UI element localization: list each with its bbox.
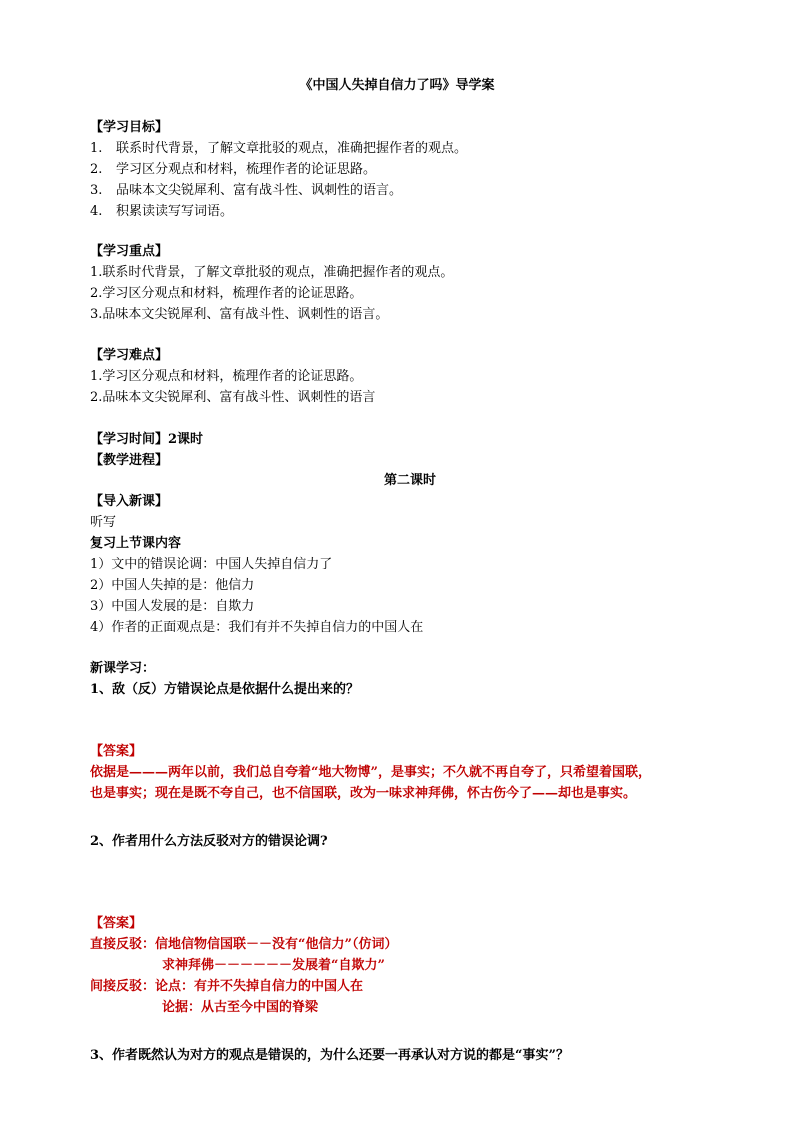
dictation-label: 听写 bbox=[90, 515, 117, 530]
document-title: 《中国人失掉自信力了吗》导学案 bbox=[299, 78, 495, 93]
difficulty-item: 1.学习区分观点和材料，梳理作者的论证思路。 bbox=[90, 369, 363, 384]
answer-1-line: 也是事实；现在是既不夸自己，也不信国联，改为一味求神拜佛，怀古伤今了——却也是事实。 bbox=[90, 786, 637, 801]
review-item: 4）作者的正面观点是：我们有并不失掉自信力的中国人在 bbox=[90, 620, 424, 635]
process-heading: 【教学进程】 bbox=[90, 453, 169, 468]
goal-item: 2. 学习区分观点和材料，梳理作者的论证思路。 bbox=[90, 162, 377, 177]
answer-2-direct: 直接反驳：信地信物信国联－－没有“他信力”（仿词） bbox=[90, 937, 398, 952]
answer-2-label: 【答案】 bbox=[90, 916, 143, 931]
study-time: 【学习时间】2课时 bbox=[90, 432, 204, 447]
question-2: 2、作者用什么方法反驳对方的错误论调? bbox=[90, 834, 328, 849]
key-point-item: 1.联系时代背景，了解文章批驳的观点，准确把握作者的观点。 bbox=[90, 265, 454, 280]
goals-heading: 【学习目标】 bbox=[90, 120, 169, 135]
answer-2-evidence: 论据：从古至今中国的脊梁 bbox=[162, 1000, 319, 1015]
key-points-heading: 【学习重点】 bbox=[90, 244, 169, 259]
review-item: 2）中国人失掉的是：他信力 bbox=[90, 578, 255, 593]
answer-2-indirect: 间接反驳：论点：有并不失掉自信力的中国人在 bbox=[90, 979, 364, 994]
review-item: 3）中国人发展的是：自欺力 bbox=[90, 599, 255, 614]
goal-item: 4. 积累读读写写词语。 bbox=[90, 204, 234, 219]
question-3: 3、作者既然认为对方的观点是错误的，为什么还要一再承认对方说的都是“事实”？ bbox=[90, 1048, 570, 1063]
goal-item: 3. 品味本文尖锐犀利、富有战斗性、讽刺性的语言。 bbox=[90, 183, 403, 198]
answer-1-line: 依据是———两年以前，我们总自夸着“地大物博”，是事实；不久就不再自夸了，只希望着国联， bbox=[90, 765, 651, 780]
difficulty-item: 2.品味本文尖锐犀利、富有战斗性、讽刺性的语言 bbox=[90, 390, 376, 405]
answer-2-direct-cont: 求神拜佛－－－－－－发展着“自欺力” bbox=[162, 958, 385, 973]
key-point-item: 2.学习区分观点和材料，梳理作者的论证思路。 bbox=[90, 286, 363, 301]
intro-heading: 【导入新课】 bbox=[90, 494, 169, 509]
key-point-item: 3.品味本文尖锐犀利、富有战斗性、讽刺性的语言。 bbox=[90, 307, 389, 322]
difficulties-heading: 【学习难点】 bbox=[90, 348, 169, 363]
review-heading: 复习上节课内容 bbox=[90, 536, 182, 551]
question-1: 1、敌（反）方错误论点是依据什么提出来的？ bbox=[90, 682, 360, 697]
review-item: 1）文中的错误论调：中国人失掉自信力了 bbox=[90, 557, 333, 572]
lesson-label: 第二课时 bbox=[384, 473, 437, 488]
goal-item: 1. 联系时代背景，了解文章批驳的观点，准确把握作者的观点。 bbox=[90, 141, 468, 156]
new-lesson-heading: 新课学习： bbox=[90, 661, 156, 676]
answer-1-label: 【答案】 bbox=[90, 744, 143, 759]
